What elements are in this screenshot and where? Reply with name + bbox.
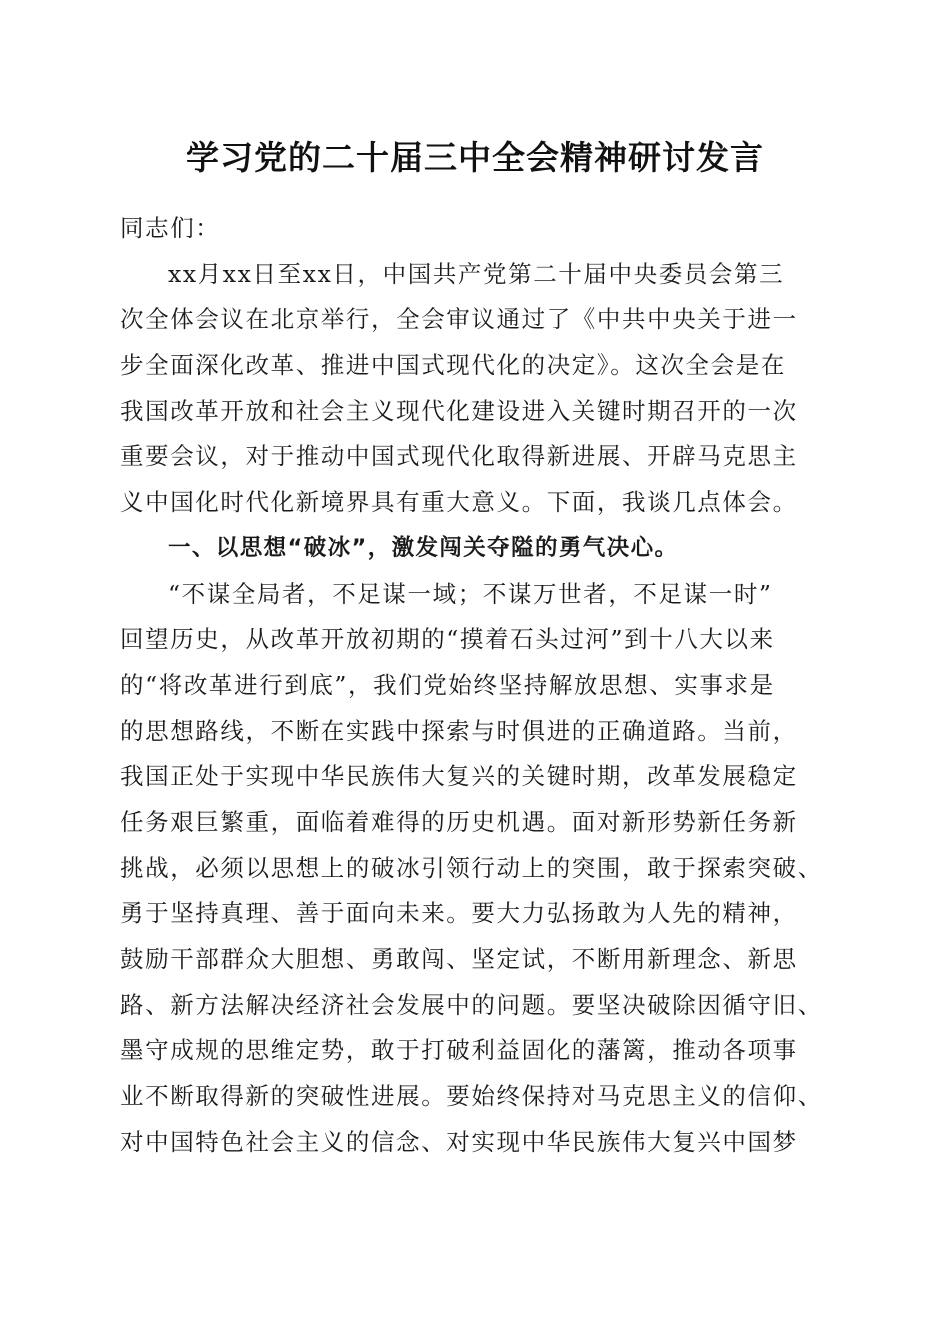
document-body [120,206,834,1165]
paragraph-line: 鼓励干部群众大胆想、勇敢闯、坚定试，不断用新理念、新思 [120,945,798,973]
paragraph-line: 义中国化时代化新境界具有重大意义。下面，我谈几点体会。 [120,488,798,517]
section-heading: 一、以思想“破冰”，激发闯关夺隘的勇气决心。 [168,534,679,561]
paragraph-line: 路、新方法解决经济社会发展中的问题。要坚决破除因循守旧、 [120,990,823,1019]
paragraph-line: 的“将改革进行到底”，我们党始终坚持解放思想、实事求是 [120,670,775,699]
paragraph-line: 的思想路线，不断在实践中探索与时俱进的正确道路。当前， [120,716,798,745]
salutation: 同志们： [120,214,221,242]
document-title: 学习党的二十届三中全会精神研讨发言 [186,138,764,177]
paragraph-line: 步全面深化改革、推进中国式现代化的决定》。这次全会是在 [120,351,786,380]
paragraph-line: “不谋全局者，不足谋一域；不谋万世者，不足谋一时” [168,579,773,608]
paragraph-line: 对中国特色社会主义的信念、对实现中华民族伟大复兴中国梦 [120,1127,798,1156]
paragraph-line: 回望历史，从改革开放初期的“摸着石头过河”到十八大以来 [120,625,775,654]
paragraph-line: 挑战，必须以思想上的破冰引领行动上的突围，敢于探索突破、 [120,853,823,882]
paragraph-line: 业不断取得新的突破性进展。要始终保持对马克思主义的信仰、 [120,1082,823,1111]
paragraph-line: 任务艰巨繁重，面临着难得的历史机遇。面对新形势新任务新 [120,807,798,836]
paragraph-line: 次全体会议在北京举行，全会审议通过了《中共中央关于进一 [120,305,798,334]
paragraph-line: 我国正处于实现中华民族伟大复兴的关键时期，改革发展稳定 [120,762,798,791]
paragraph-line: 勇于坚持真理、善于面向未来。要大力弘扬敢为人先的精神， [120,899,798,928]
paragraph-line: xx月xx日至xx日，中国共产党第二十届中央委员会第三 [168,259,785,288]
paragraph-line: 重要会议，对于推动中国式现代化取得新进展、开辟马克思主 [120,442,798,471]
paragraph-line: 墨守成规的思维定势，敢于打破利益固化的藩篱，推动各项事 [120,1036,798,1065]
paragraph-line: 我国改革开放和社会主义现代化建设进入关键时期召开的一次 [120,396,798,425]
